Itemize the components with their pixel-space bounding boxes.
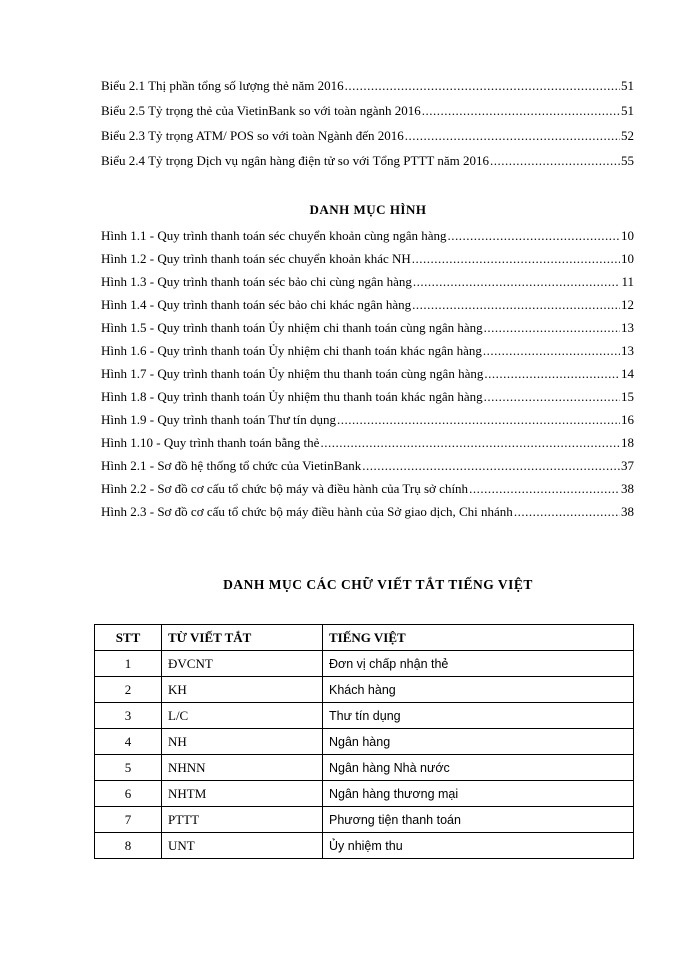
- cell-abbreviation: L/C: [162, 703, 323, 729]
- cell-vietnamese: Ngân hàng thương mại: [323, 781, 634, 807]
- figure-entry-title: Hình 1.1 - Quy trình thanh toán séc chuyển khoản cùng ngân hàng: [101, 228, 447, 243]
- figure-entry-page-number: 11: [621, 274, 634, 289]
- figure-entry: [101, 251, 634, 274]
- table-row: [95, 729, 634, 755]
- cell-abbreviation: ĐVCNT: [162, 651, 323, 677]
- figure-list: [101, 228, 634, 527]
- figure-entry: [101, 320, 634, 343]
- table-row: [95, 703, 634, 729]
- dot-leader: [448, 228, 620, 244]
- cell-stt: 2: [95, 677, 162, 703]
- figure-entry: [101, 504, 634, 527]
- cell-vietnamese: Khách hàng: [323, 677, 634, 703]
- figure-entry-title: Hình 1.7 - Quy trình thanh toán Ủy nhiệm thu thanh toán cùng ngân hàng: [101, 366, 484, 381]
- figure-entry: [101, 297, 634, 320]
- figures-heading: DANH MỤC HÌNH: [309, 202, 427, 217]
- figure-entry-title: Hình 1.4 - Quy trình thanh toán séc bảo chi khác ngân hàng: [101, 297, 412, 312]
- cell-abbreviation: UNT: [162, 833, 323, 859]
- chart-entry-title: Biểu 2.5 Tỷ trọng thẻ của VietinBank so với toàn ngành 2016: [101, 103, 421, 118]
- cell-vietnamese: Ngân hàng: [323, 729, 634, 755]
- cell-abbreviation: NHNN: [162, 755, 323, 781]
- dot-leader: [469, 481, 620, 497]
- chart-entry: [101, 153, 634, 178]
- figure-entry-title: Hình 1.5 - Quy trình thanh toán Ủy nhiệm chi thanh toán cùng ngân hàng: [101, 320, 483, 335]
- figure-entry-page-number: 16: [621, 412, 634, 427]
- cell-abbreviation: PTTT: [162, 807, 323, 833]
- dot-leader: [484, 366, 620, 382]
- cell-abbreviation: NH: [162, 729, 323, 755]
- cell-vietnamese: Ngân hàng Nhà nước: [323, 755, 634, 781]
- dot-leader: [490, 153, 620, 169]
- table-row: [95, 781, 634, 807]
- cell-vietnamese: Ủy nhiệm thu: [323, 833, 634, 859]
- chart-entry-title: Biểu 2.1 Thị phần tổng số lượng thẻ năm 2016: [101, 78, 344, 93]
- chart-entry-page-number: 51: [621, 78, 634, 93]
- dot-leader: [362, 458, 620, 474]
- cell-abbreviation: KH: [162, 677, 323, 703]
- figure-entry-page-number: 10: [621, 251, 634, 266]
- dot-leader: [320, 435, 620, 451]
- figure-entry: [101, 458, 634, 481]
- header-abbreviation: TỪ VIẾT TẮT: [162, 625, 323, 651]
- dot-leader: [514, 504, 620, 520]
- figure-entry-page-number: 13: [621, 320, 634, 335]
- table-row: [95, 651, 634, 677]
- figure-entry: [101, 366, 634, 389]
- chart-entry: [101, 78, 634, 103]
- dot-leader: [345, 78, 620, 94]
- figure-entry-title: Hình 1.10 - Quy trình thanh toán bằng thẻ: [101, 435, 320, 450]
- figure-entry-title: Hình 2.1 - Sơ đồ hệ thống tổ chức của VietinBank: [101, 458, 362, 473]
- table-row: [95, 833, 634, 859]
- dot-leader: [405, 128, 620, 144]
- figure-entry: [101, 389, 634, 412]
- figure-entry-page-number: 38: [621, 481, 634, 496]
- figure-entry-title: Hình 2.3 - Sơ đồ cơ cấu tổ chức bộ máy điều hành của Sở giao dịch, Chi nhánh: [101, 504, 513, 519]
- figure-entry-page-number: 14: [621, 366, 634, 381]
- abbreviations-heading: DANH MỤC CÁC CHỮ VIẾT TẮT TIẾNG VIỆT: [223, 577, 533, 592]
- figure-entry-page-number: 18: [621, 435, 634, 450]
- dot-leader: [337, 412, 620, 428]
- dot-leader: [422, 103, 620, 119]
- chart-entry: [101, 103, 634, 128]
- cell-stt: 4: [95, 729, 162, 755]
- chart-entry: [101, 128, 634, 153]
- figure-entry-page-number: 13: [621, 343, 634, 358]
- figure-entry-title: Hình 1.2 - Quy trình thanh toán séc chuyển khoản khác NH: [101, 251, 411, 266]
- dot-leader: [412, 251, 620, 267]
- cell-stt: 3: [95, 703, 162, 729]
- table-row: [95, 755, 634, 781]
- chart-entry-page-number: 55: [621, 153, 634, 168]
- chart-list: [101, 78, 634, 178]
- figure-entry-page-number: 12: [621, 297, 634, 312]
- table-header-row: [95, 625, 634, 651]
- figure-entry-title: Hình 1.6 - Quy trình thanh toán Ủy nhiệm chi thanh toán khác ngân hàng: [101, 343, 482, 358]
- cell-stt: 1: [95, 651, 162, 677]
- figure-entry-page-number: 38: [621, 504, 634, 519]
- dot-leader: [484, 320, 620, 336]
- figure-entry-title: Hình 1.9 - Quy trình thanh toán Thư tín dụng: [101, 412, 337, 427]
- header-vietnamese: TIẾNG VIỆT: [323, 625, 634, 651]
- header-stt: STT: [95, 625, 162, 651]
- figure-entry: [101, 435, 634, 458]
- dot-leader: [412, 297, 620, 313]
- table-row: [95, 677, 634, 703]
- figure-entry-page-number: 15: [621, 389, 634, 404]
- cell-vietnamese: Phương tiện thanh toán: [323, 807, 634, 833]
- cell-stt: 7: [95, 807, 162, 833]
- chart-entry-page-number: 51: [621, 103, 634, 118]
- dot-leader: [484, 389, 620, 405]
- figure-entry: [101, 481, 634, 504]
- figure-entry: [101, 412, 634, 435]
- chart-entry-title: Biểu 2.3 Tỷ trọng ATM/ POS so với toàn Ngành đến 2016: [101, 128, 404, 143]
- figure-entry-title: Hình 1.8 - Quy trình thanh toán Ủy nhiệm thu thanh toán khác ngân hàng: [101, 389, 483, 404]
- table-row: [95, 807, 634, 833]
- figure-entry: [101, 274, 634, 297]
- dot-leader: [413, 274, 621, 290]
- figure-entry: [101, 228, 634, 251]
- chart-entry-page-number: 52: [621, 128, 634, 143]
- cell-abbreviation: NHTM: [162, 781, 323, 807]
- abbreviations-table: [94, 624, 634, 859]
- chart-entry-title: Biểu 2.4 Tỷ trọng Dịch vụ ngân hàng điện tử so với Tổng PTTT năm 2016: [101, 153, 490, 168]
- figure-entry-page-number: 37: [621, 458, 634, 473]
- cell-stt: 8: [95, 833, 162, 859]
- cell-vietnamese: Đơn vị chấp nhận thẻ: [323, 651, 634, 677]
- cell-vietnamese: Thư tín dụng: [323, 703, 634, 729]
- figure-entry: [101, 343, 634, 366]
- figure-entry-title: Hình 2.2 - Sơ đồ cơ cấu tổ chức bộ máy và điều hành của Trụ sở chính: [101, 481, 469, 496]
- cell-stt: 5: [95, 755, 162, 781]
- cell-stt: 6: [95, 781, 162, 807]
- dot-leader: [483, 343, 620, 359]
- figure-entry-page-number: 10: [621, 228, 634, 243]
- figure-entry-title: Hình 1.3 - Quy trình thanh toán séc bảo chi cùng ngân hàng: [101, 274, 412, 289]
